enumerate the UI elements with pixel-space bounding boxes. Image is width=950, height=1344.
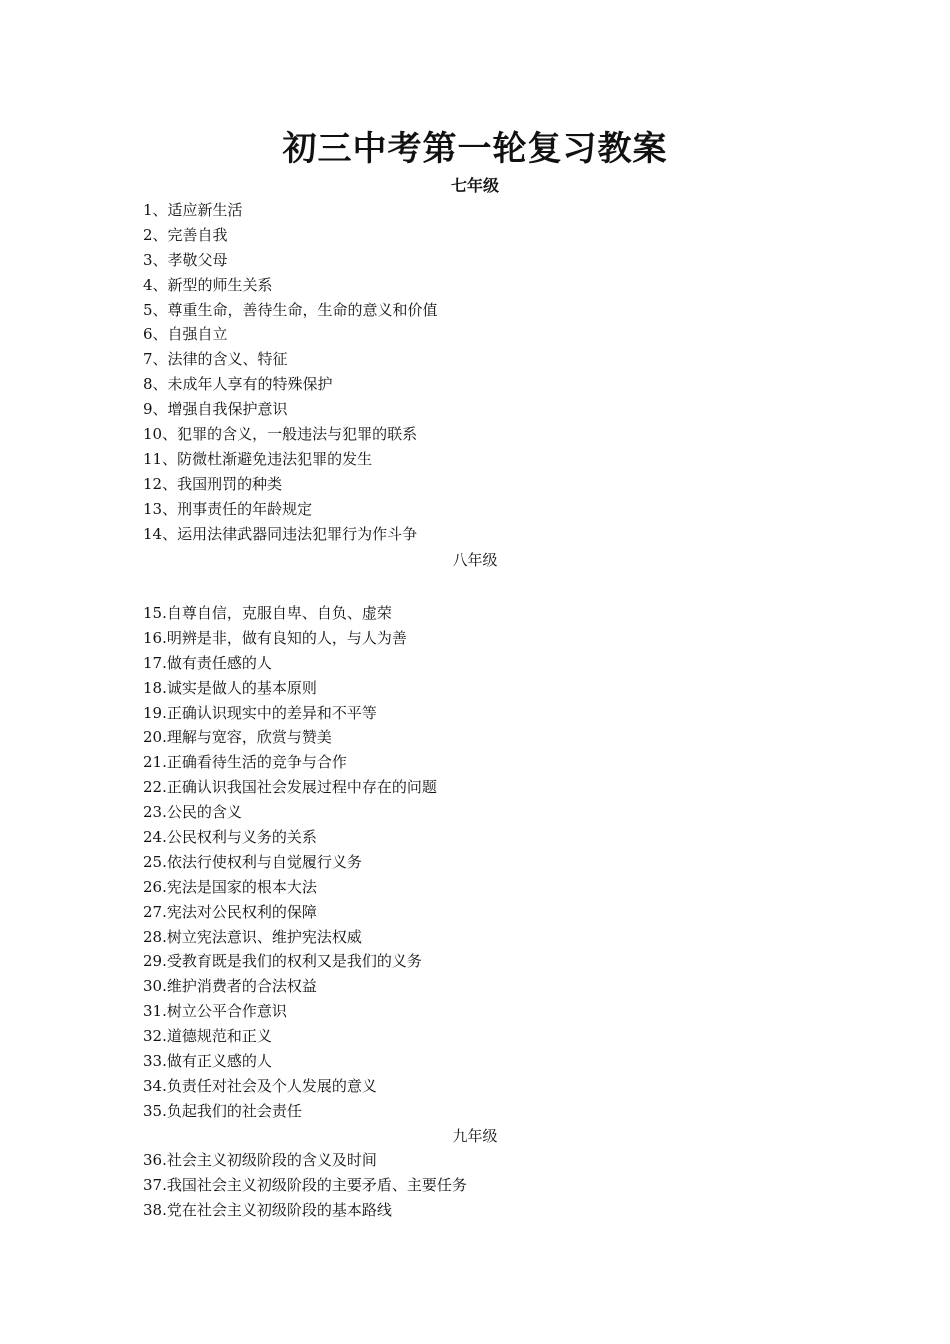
list-item: 15.自尊自信，克服自卑、自负、虚荣 (143, 604, 392, 622)
list-item: 8、未成年人享有的特殊保护 (143, 375, 333, 394)
list-item: 25.依法行使权利与自觉履行义务 (143, 852, 362, 871)
topic-list-grade8 (143, 601, 437, 1124)
section-heading-grade8: 八年级 (452, 551, 498, 569)
list-item: 11、防微杜渐避免违法犯罪的发生 (143, 449, 373, 468)
list-item: 36.社会主义初级阶段的含义及时间 (143, 1151, 377, 1169)
list-item: 10、犯罪的含义，一般违法与犯罪的联系 (143, 425, 418, 444)
list-item: 4、新型的师生关系 (143, 275, 273, 294)
list-item: 37.我国社会主义初级阶段的主要矛盾、主要任务 (143, 1175, 467, 1194)
list-item: 22.正确认识我国社会发展过程中存在的问题 (143, 778, 437, 797)
list-item: 26.宪法是国家的根本大法 (143, 877, 317, 896)
document-title: 初三中考第一轮复习教案 (282, 129, 668, 169)
list-item: 14、运用法律武器同违法犯罪行为作斗争 (143, 524, 418, 543)
list-item: 5、尊重生命，善待生命，生命的意义和价值 (143, 300, 438, 319)
list-item: 30.维护消费者的合法权益 (143, 977, 317, 996)
list-item: 33.做有正义感的人 (143, 1052, 272, 1071)
section-heading-grade9: 九年级 (452, 1127, 498, 1145)
list-item: 7、法律的含义、特征 (143, 350, 288, 369)
list-item: 24.公民权利与义务的关系 (143, 828, 317, 847)
list-item: 6、自强自立 (143, 325, 228, 344)
list-item: 38.党在社会主义初级阶段的基本路线 (143, 1200, 392, 1219)
list-item: 34.负责任对社会及个人发展的意义 (143, 1076, 377, 1095)
list-item: 20.理解与宽容，欣赏与赞美 (143, 728, 332, 747)
section-heading-grade7: 七年级 (450, 176, 499, 195)
list-item: 13、刑事责任的年龄规定 (143, 499, 313, 518)
list-item: 35.负起我们的社会责任 (143, 1101, 302, 1120)
list-item: 32.道德规范和正义 (143, 1027, 272, 1046)
list-item: 17.做有责任感的人 (143, 653, 272, 672)
list-item: 12、我国刑罚的种类 (143, 474, 283, 493)
list-item: 2、完善自我 (143, 225, 228, 244)
list-item: 21.正确看待生活的竞争与合作 (143, 753, 347, 772)
list-item: 19.正确认识现实中的差异和不平等 (143, 703, 377, 722)
list-item: 1、适应新生活 (143, 201, 243, 219)
list-item: 23.公民的含义 (143, 803, 242, 822)
list-item: 9、增强自我保护意识 (143, 400, 288, 419)
list-item: 18.诚实是做人的基本原则 (143, 678, 317, 697)
list-item: 16.明辨是非，做有良知的人，与人为善 (143, 628, 407, 647)
list-item: 28.树立宪法意识、维护宪法权威 (143, 927, 362, 946)
list-item: 29.受教育既是我们的权利又是我们的义务 (143, 952, 422, 971)
list-item: 27.宪法对公民权利的保障 (143, 902, 317, 921)
list-item: 3、孝敬父母 (143, 250, 228, 269)
topic-list-grade7 (143, 198, 438, 546)
topic-list-grade9 (143, 1148, 467, 1223)
list-item: 31.树立公平合作意识 (143, 1002, 287, 1021)
